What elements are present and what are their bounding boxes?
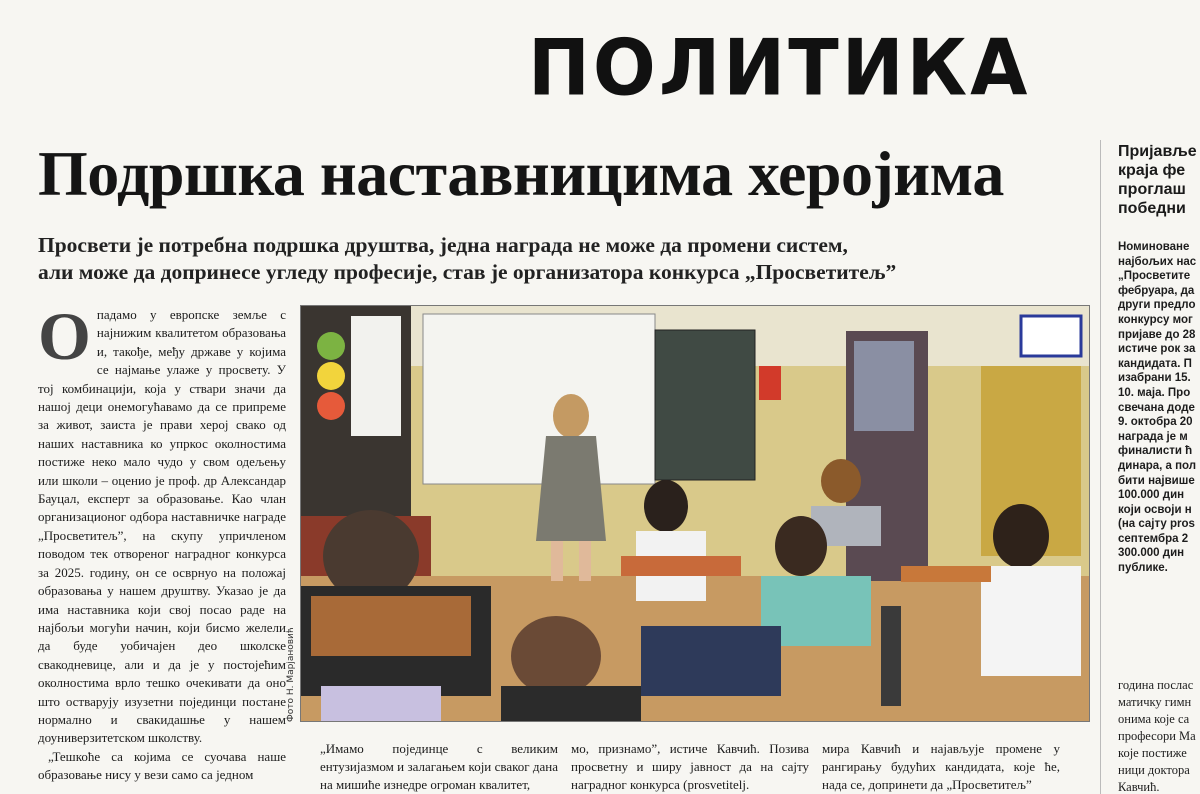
classroom-photo	[300, 305, 1090, 722]
article-paragraph: „Тешкоће са којима се суочава наше образовање нису у вези само са једном	[38, 748, 286, 783]
photo-credit: Фото Н. Марјановић	[286, 627, 296, 722]
bottom-column	[320, 740, 558, 794]
sidebar-line: 9. октобра 20	[1118, 416, 1193, 429]
article-subhead	[38, 232, 1078, 286]
sidebar-line: 10. маја. Про	[1118, 386, 1191, 399]
sidebar-line: изабрани 15.	[1118, 372, 1191, 385]
sidebar-line: конкурсу мог	[1118, 313, 1193, 326]
sidebar-footer-line: професори Ма	[1118, 729, 1196, 743]
sidebar-footer-line: онима које са	[1118, 712, 1190, 726]
bottom-column	[571, 740, 809, 794]
column-text: „Имамо појединце с великим ентузијазмом и залагањем који сваког дана на мишиће изнедре огроман квалитет,	[320, 741, 558, 792]
sidebar-line: 100.000 дин	[1118, 489, 1185, 502]
sidebar-title-line: краја фе	[1118, 162, 1186, 179]
sidebar-footer-line: година послас	[1118, 678, 1194, 692]
sidebar-body	[1118, 240, 1200, 576]
sidebar-line: Номиноване	[1118, 241, 1190, 253]
sidebar-line: 300.000 дин	[1118, 547, 1185, 560]
sidebar-line: који освоји н	[1118, 503, 1192, 516]
drop-cap: О	[38, 298, 91, 374]
sidebar-line: публике.	[1118, 562, 1168, 575]
sidebar-line: свечана доде	[1118, 401, 1195, 414]
sidebar-footer-line: матичку гимн	[1118, 695, 1192, 709]
sidebar-title-line: проглаш	[1118, 181, 1186, 198]
sidebar-footer-text	[1118, 677, 1196, 794]
subhead-line: Просвети је потребна подршка друштва, једна награда не може да промени систем,	[38, 233, 848, 257]
sidebar-article	[1118, 142, 1200, 794]
article-paragraph	[38, 298, 286, 748]
newspaper-masthead: ПОЛИТИКА	[528, 22, 1031, 114]
bottom-column	[822, 740, 1060, 794]
sidebar-line: (на сајту pros	[1118, 518, 1195, 531]
sidebar-title-line: победни	[1118, 200, 1186, 217]
subhead-line: али може да допринесе угледу професије, став је организатора конкурса „Просветитељ”	[38, 260, 897, 284]
sidebar-line: кандидата. П	[1118, 357, 1192, 370]
article-main-column	[38, 298, 286, 785]
sidebar-line: „Просветите	[1118, 270, 1191, 283]
column-text: мира Кавчић и најављује промене у рангирању будућих кандидата, које ће, нада се, допринети да „Просветитељ”	[822, 741, 1060, 792]
sidebar-line: најбољих нас	[1118, 255, 1197, 268]
sidebar-line: награда је м	[1118, 430, 1188, 443]
sidebar-line: финалисти ћ	[1118, 445, 1193, 458]
sidebar-footer-line: ници доктора	[1118, 763, 1190, 777]
sidebar-footer-line: које постиже	[1118, 746, 1187, 760]
sidebar-title	[1118, 142, 1200, 218]
classroom-illustration	[301, 306, 1089, 721]
sidebar-line: истиче рок за	[1118, 343, 1196, 356]
sidebar-title-line: Пријавље	[1118, 143, 1197, 160]
column-text: мо, признамо”, истиче Кавчић. Позива просветну и ширу јавност да на сајту наградног конкурса (prosvetitelj.	[571, 741, 809, 792]
sidebar-footer-line: Кавчић.	[1118, 780, 1160, 794]
sidebar-line: бити највише	[1118, 474, 1195, 487]
sidebar-line: пријаве до 28	[1118, 328, 1196, 341]
article-headline: Подршка наставницима херојима	[38, 138, 1004, 209]
sidebar-line: септембра 2	[1118, 532, 1189, 545]
sidebar-line: динара, а пол	[1118, 459, 1197, 472]
sidebar-line: други предло	[1118, 299, 1196, 312]
sidebar-line: фебруара, да	[1118, 284, 1195, 297]
paragraph-text: падамо у европске земље с најнижим квалитетом образовања и, такође, међу државе у којима се најмање улаже у просвету. У тој комбинацији, која у ствари значи да нашој деци онемогућавамо да се припреме за живот, заиста је прави херој свако од наших наставника ко упркос околностима постиже неко мало чудо у свом одељењу или школи – оценио је проф. др Александар Бауцал, експерт за образовање. Као члан организационог одбора наставничке награде „Просветитељ”, на скупу упричленом поводом тек отвореног наградног конкурса за 2025. годину, он се осврнуо на положај образовања у нашем друштву. Указао је да има наставника који свој посао раде на најбољи могући начин, који бисмо желели да буде уобичајен део школске свакодневице, али и да је у постојећим околностима врло тешко очекивати да оно што остварују изузетни појединци постане нормално и свакидашње у нашем доуниверзитетском школству.	[38, 307, 286, 746]
column-divider	[1100, 140, 1101, 794]
